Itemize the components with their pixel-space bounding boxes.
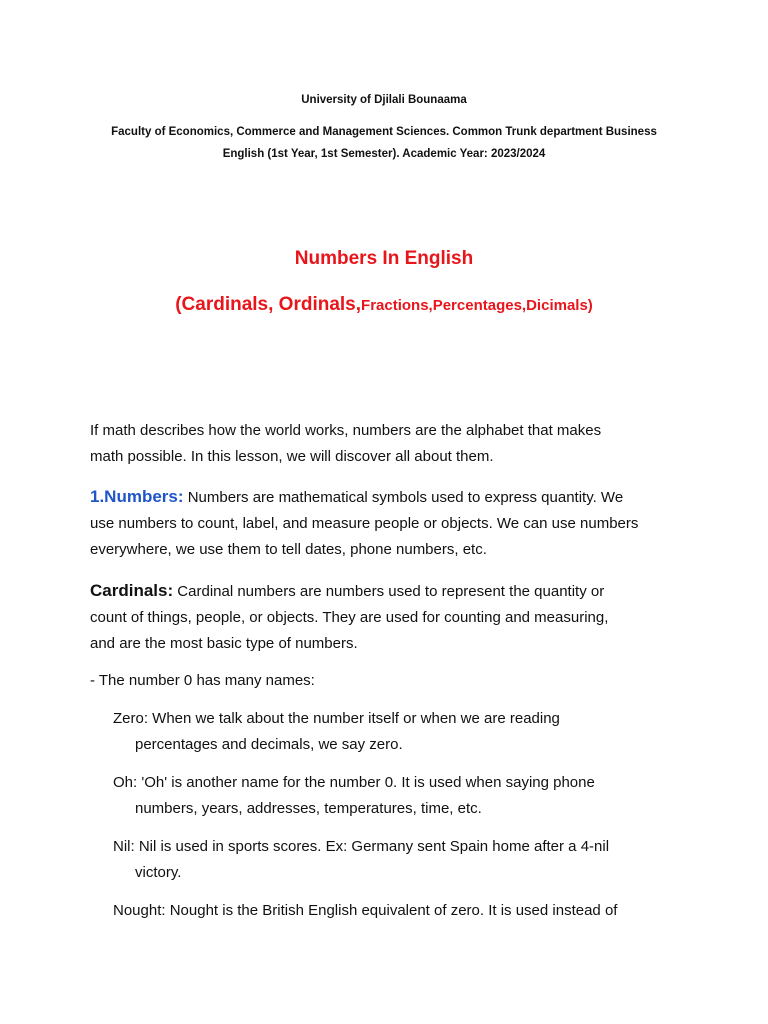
intro-paragraph [90,418,690,470]
numbers-heading: 1.Numbers: [90,487,184,506]
nought-definition [113,898,713,924]
numbers-paragraph [90,484,690,563]
intro-line-2: math possible. In this lesson, we will discover all about them. [90,448,494,465]
intro-line-1: If math describes how the world works, numbers are the alphabet that makes [90,422,602,439]
nil-definition [113,834,713,886]
university-name: University of Djilali Bounaama [301,94,467,106]
nil-line-1: Nil: Nil is used in sports scores. Ex: Germany sent Spain home after a 4-nil [113,838,610,855]
numbers-line-3: everywhere, we use them to tell dates, phone numbers, etc. [90,541,487,558]
zero-intro [90,668,690,694]
subtitle-part-2: Fractions,Percentages,Dicimals) [361,297,593,314]
oh-line-2: numbers, years, addresses, temperatures, time, etc. [135,800,482,817]
cardinals-first-line [90,578,690,605]
oh-definition [113,770,713,822]
faculty-line-2: English (1st Year, 1st Semester). Academic Year: 2023/2024 [222,148,546,160]
nought-line-1: Nought: Nought is the British English equivalent of zero. It is used instead of [113,902,618,919]
faculty-line-1: Faculty of Economics, Commerce and Management Sciences. Common Trunk department Business [111,126,657,138]
nil-line-2: victory. [135,864,182,881]
zero-definition [113,706,713,758]
page-title: Numbers In English [294,248,474,269]
cardinals-line-2: count of things, people, or objects. They are used for counting and measuring, [90,609,609,626]
zero-intro-line: - The number 0 has many names: [90,672,315,689]
zero-line-1: Zero: When we talk about the number itself or when we are reading [113,710,560,727]
subtitle-part-1: (Cardinals, Ordinals, [175,294,362,315]
oh-line-1: Oh: 'Oh' is another name for the number 0. It is used when saying phone [113,774,595,791]
cardinals-heading: Cardinals: [90,581,174,600]
numbers-line-2: use numbers to count, label, and measure people or objects. We can use numbers [90,515,639,532]
page-subtitle [0,294,768,316]
numbers-first-line [90,484,690,511]
numbers-line-1: Numbers are mathematical symbols used to express quantity. We [183,489,624,506]
cardinals-line-1: Cardinal numbers are numbers used to represent the quantity or [173,583,605,600]
cardinals-line-3: and are the most basic type of numbers. [90,635,358,652]
cardinals-paragraph [90,578,690,657]
zero-line-2: percentages and decimals, we say zero. [135,736,403,753]
